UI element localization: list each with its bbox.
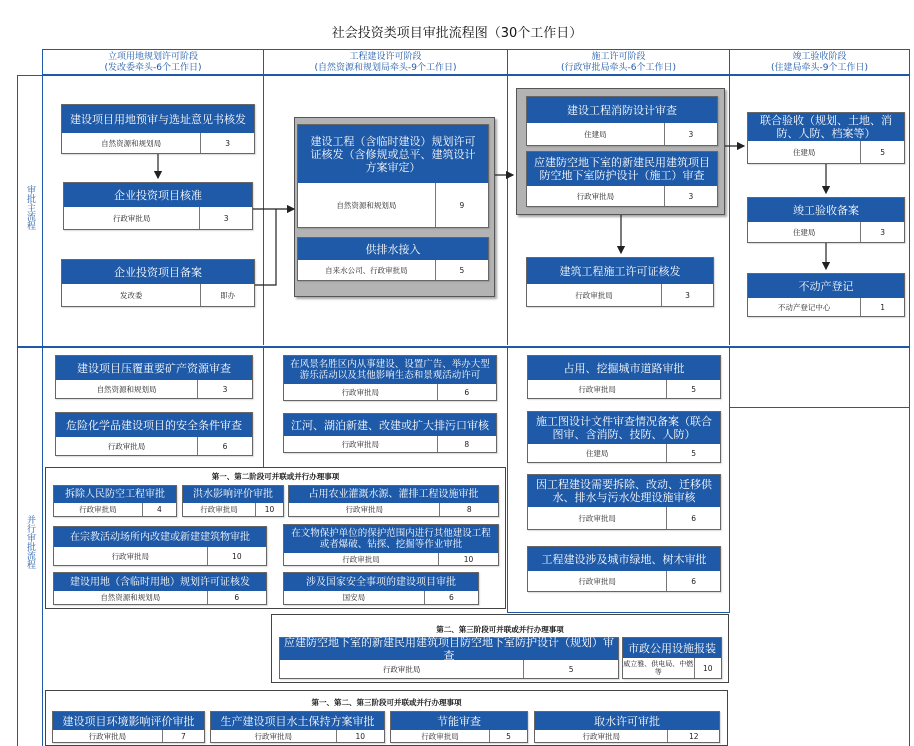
card-title: 洪水影响评价审批: [183, 486, 283, 503]
card-days: 5: [860, 141, 904, 163]
card-dept: 行政审批局: [341, 387, 380, 397]
column-divider-3b: [507, 347, 508, 612]
card-land-preexam[interactable]: [61, 104, 255, 154]
card-dept: 行政审批局: [578, 513, 616, 523]
card-dept: 行政审批局: [111, 551, 150, 561]
card-dept: 行政审批局: [421, 731, 459, 741]
card-days: 7: [162, 730, 204, 742]
card-completion-filing[interactable]: [747, 197, 905, 243]
card-title: 工程建设涉及城市绿地、树木审批: [528, 547, 720, 571]
card-chemical-safety[interactable]: [55, 412, 253, 456]
card-title: 在文物保护单位的保护范围内进行其他建设工程或者爆破、钻探、挖掘等作业审批: [284, 525, 498, 553]
card-water-withdrawal[interactable]: [534, 711, 720, 743]
card-dept: 住建局: [584, 129, 607, 139]
card-days: 6: [666, 507, 720, 529]
card-dept: 行政审批局: [578, 576, 616, 586]
card-civil-defense-demolition[interactable]: [53, 485, 177, 517]
card-days: 10: [255, 503, 283, 516]
card-title: 企业投资项目核准: [64, 183, 252, 207]
card-sewage-outlet[interactable]: [283, 413, 497, 453]
card-days: 5: [666, 444, 720, 462]
card-energy-review[interactable]: [390, 711, 528, 743]
card-days: 3: [197, 380, 252, 398]
card-title: 建设项目压覆重要矿产资源审查: [56, 356, 252, 380]
card-days: 10: [694, 658, 721, 678]
card-days: 8: [439, 503, 498, 516]
column-divider-2b: [263, 347, 264, 467]
card-title: 供排水接入: [298, 238, 488, 260]
card-fire-design[interactable]: [526, 96, 718, 146]
card-days: 10: [438, 553, 498, 565]
card-days: 6: [207, 591, 266, 604]
card-title: 施工图设计文件审查情况备案（联合图审、含消防、技防、人防）: [528, 412, 720, 444]
card-days: 10: [207, 547, 266, 565]
card-planning-permit[interactable]: [297, 124, 489, 228]
card-days: 3: [860, 222, 904, 242]
card-title: 应建防空地下室的新建民用建筑项目防空地下室防护设计（施工）审查: [527, 152, 717, 186]
card-dept: 行政审批局: [575, 290, 613, 300]
card-irrigation-occupation[interactable]: [288, 485, 499, 517]
card-title: 在宗教活动场所内改建或新建建筑物审批: [54, 527, 266, 547]
card-days: 6: [424, 591, 478, 604]
card-title: 不动产登记: [748, 274, 904, 298]
card-land-use-planning-permit[interactable]: [53, 572, 267, 605]
card-road-occupation[interactable]: [527, 355, 721, 399]
card-title: 市政公用设施报装: [623, 638, 721, 658]
card-dept: 自来水公司、行政审批局: [325, 265, 408, 275]
card-dept: 行政审批局: [342, 554, 380, 564]
card-dept: 行政审批局: [112, 213, 151, 223]
column-header-4: 竣工验收阶段 (住建局牵头-9个工作日): [729, 49, 910, 75]
card-title: 在风景名胜区内从事建设、设置广告、举办大型游乐活动以及其他影响生态和景观活动许可: [284, 356, 496, 384]
column-header-3: 施工许可阶段 (行政审批局牵头-6个工作日): [507, 49, 730, 75]
card-days: 3: [664, 123, 717, 145]
card-days: 4: [142, 503, 176, 516]
card-civil-defense-construction[interactable]: [526, 151, 718, 207]
card-days: 1: [860, 298, 904, 316]
card-water-access[interactable]: [297, 237, 489, 281]
card-title: 联合验收（规划、土地、消防、人防、档案等）: [748, 113, 904, 141]
col3-bottom: [507, 612, 730, 613]
card-days: 5: [435, 260, 488, 280]
card-title: 建设项目用地预审与选址意见书核发: [62, 105, 254, 133]
page-title: 社会投资类项目审批流程图（30个工作日）: [331, 26, 583, 41]
card-days: 5: [666, 380, 720, 398]
card-title: 危险化学品建设项目的安全条件审查: [56, 413, 252, 437]
card-dept: 住建局: [792, 147, 816, 157]
card-title: 占用、挖掘城市道路审批: [528, 356, 720, 380]
card-dept: 国安局: [342, 593, 366, 602]
card-days: 即办: [200, 284, 254, 306]
card-dept: 行政审批局: [576, 191, 615, 201]
group-title: 第一、第二、第三阶段可并联或并行办理事项: [311, 698, 462, 707]
card-religious-site[interactable]: [53, 526, 267, 566]
card-title: 企业投资项目备案: [62, 260, 254, 284]
card-days: 5: [523, 660, 618, 678]
card-dept: 行政审批局: [341, 439, 380, 449]
group-title: 第一、第二阶段可并联或并行办理事项: [211, 472, 340, 481]
card-title: 建筑工程施工许可证核发: [527, 258, 713, 284]
card-utility-connection[interactable]: [622, 637, 722, 679]
card-dept: 行政审批局: [578, 384, 616, 394]
column-header-2: 工程建设许可阶段 (自然资源和规划局牵头-9个工作日): [263, 49, 508, 75]
card-days: 3: [664, 186, 717, 206]
card-days: 9: [435, 183, 488, 227]
card-dept: 不动产登记中心: [777, 302, 831, 312]
card-property-registration[interactable]: [747, 273, 905, 317]
card-dept: 行政审批局: [254, 731, 293, 741]
card-dept: 行政审批局: [345, 505, 383, 514]
card-days: 3: [200, 133, 254, 153]
card-environmental-assessment[interactable]: [52, 711, 205, 743]
card-national-security[interactable]: [283, 572, 479, 605]
card-dept: 行政审批局: [88, 731, 127, 741]
card-days: 6: [437, 384, 496, 400]
card-days: 6: [197, 437, 252, 455]
card-water-facility-change[interactable]: [527, 474, 721, 530]
card-title: 建设工程消防设计审查: [527, 97, 717, 123]
card-joint-acceptance[interactable]: [747, 112, 905, 164]
card-dept: 行政审批局: [79, 505, 117, 514]
card-civil-defense-planning[interactable]: [279, 637, 619, 679]
card-days: 12: [667, 730, 719, 742]
card-title: 取水许可审批: [535, 712, 719, 730]
card-flood-assessment[interactable]: [182, 485, 284, 517]
card-title: 建设用地（含临时用地）规划许可证核发: [54, 573, 266, 591]
card-title: 占用农业灌溉水源、灌排工程设施审批: [289, 486, 498, 503]
card-days: 3: [199, 207, 252, 229]
row-label-main: 审批主流程: [25, 185, 35, 230]
card-heritage-protection[interactable]: [283, 524, 499, 566]
card-dept: 住建局: [792, 227, 816, 237]
card-dept: 行政审批局: [200, 505, 238, 514]
col4-divider: [729, 407, 910, 408]
card-dept: 行政审批局: [582, 731, 620, 741]
card-soil-conservation[interactable]: [210, 711, 385, 743]
column-divider-2: [507, 75, 508, 345]
card-title: 江河、湖泊新建、改建或扩大排污口审核: [284, 414, 496, 436]
card-dept: 行政审批局: [107, 441, 146, 451]
card-days: 10: [336, 730, 384, 742]
card-days: 8: [437, 436, 496, 452]
card-title: 建设项目环境影响评价审批: [53, 712, 204, 730]
card-scenic-area[interactable]: [283, 355, 497, 401]
card-dept: 自然资源和规划局: [336, 200, 397, 210]
card-project-approval[interactable]: [63, 182, 253, 230]
card-construction-permit[interactable]: [526, 257, 714, 307]
card-dept: 发改委: [119, 290, 143, 300]
card-title: 节能审查: [391, 712, 527, 730]
card-dept: 自然资源和规划局: [101, 138, 162, 148]
column-divider-1: [263, 75, 264, 345]
card-title: 涉及国家安全事项的建设项目审批: [284, 573, 478, 591]
card-dept: 住建局: [585, 448, 609, 458]
card-drawing-review[interactable]: [527, 411, 721, 463]
card-title: 建设工程（含临时建设）规划许可证核发（含修规或总平、建筑设计方案审定）: [298, 125, 488, 183]
group-title: 第二、第三阶段可并联或并行办理事项: [436, 625, 564, 634]
card-title: 因工程建设需要拆除、改动、迁移供水、排水与污水处理设施审核: [528, 475, 720, 507]
card-dept: 自然资源和规划局: [96, 384, 157, 394]
card-dept: 威立雅、供电局、中燃等: [623, 660, 694, 676]
card-days: 6: [666, 571, 720, 591]
row-label-divider: [42, 75, 43, 746]
card-dept: 行政审批局: [382, 664, 421, 674]
card-title: 生产建设项目水土保持方案审批: [211, 712, 384, 730]
card-green-space[interactable]: [527, 546, 721, 592]
card-mineral-review[interactable]: [55, 355, 253, 399]
card-title: 竣工验收备案: [748, 198, 904, 222]
card-days: 3: [661, 284, 713, 306]
column-header-1: 立项用地规划许可阶段 (发改委牵头-6个工作日): [42, 49, 264, 75]
card-days: 5: [489, 730, 527, 742]
card-project-filing[interactable]: [61, 259, 255, 307]
column-divider-4b: [729, 347, 730, 612]
row-label-parallel: 并行审批流程: [25, 515, 35, 569]
card-dept: 自然资源和规划局: [100, 593, 161, 602]
column-divider-3: [729, 75, 730, 345]
card-title: 拆除人民防空工程审批: [54, 486, 176, 503]
card-title: 应建防空地下室的新建民用建筑项目防空地下室防护设计（规划）审查: [280, 638, 618, 660]
